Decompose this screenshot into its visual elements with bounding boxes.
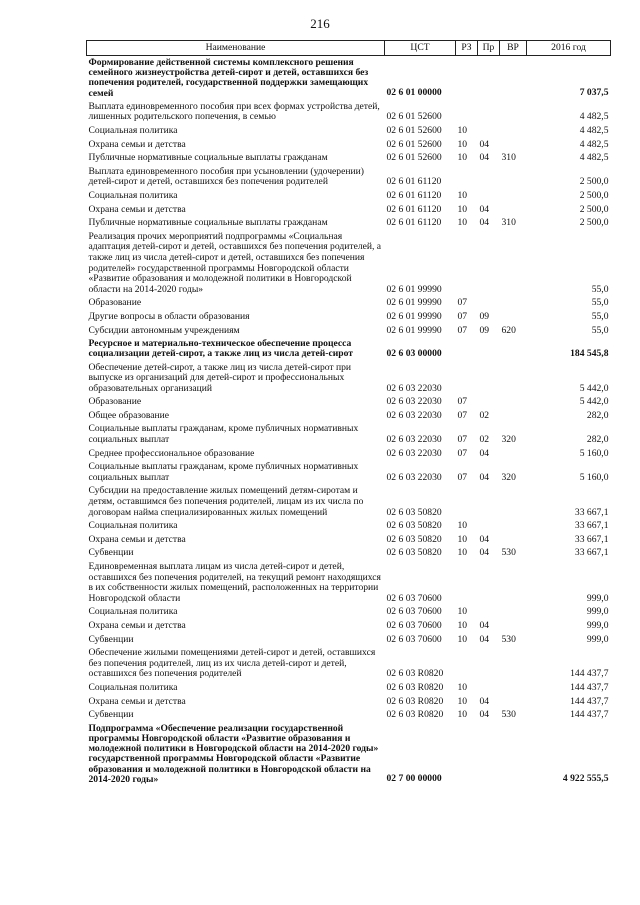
- table-header: [87, 41, 611, 56]
- header-row: [87, 41, 611, 56]
- table-row: [87, 619, 611, 633]
- cell-pr: [478, 484, 500, 519]
- cell-rz: [456, 361, 478, 396]
- cell-name: Охрана семьи и детства: [88, 533, 186, 545]
- cell-name: Среднее профессиональное образование: [88, 447, 255, 459]
- table-row: [87, 296, 611, 310]
- cell-rz: 07: [457, 297, 468, 309]
- cell-cst: 02 6 03 00000: [386, 347, 442, 359]
- cell-cst: 02 6 01 99990: [386, 310, 442, 322]
- cell-rz: 07: [457, 447, 468, 459]
- cell-name: Социальная политика: [88, 520, 178, 532]
- cell-pr: [478, 722, 500, 786]
- cell-vr: [500, 519, 527, 533]
- cell-cst: 02 6 01 99990: [386, 297, 442, 309]
- cell-name: Обеспечение жилыми помещениями детей-сирот и детей, оставшихся без попечения родителей, лиц из их числа детей-сирот и детей, оставшихся без попечения родителей: [88, 647, 376, 680]
- cell-rz: 10: [457, 533, 468, 545]
- cell-rz: 10: [457, 152, 468, 164]
- cell-name: Охрана семьи и детства: [88, 619, 186, 631]
- cell-pr: [478, 100, 500, 124]
- cell-pr: [478, 296, 500, 310]
- cell-cst: 02 6 01 61120: [386, 176, 442, 188]
- cell-rz: [456, 100, 478, 124]
- cell-sum: 282,0: [586, 409, 609, 421]
- cell-pr: [478, 361, 500, 396]
- cell-sum: 33 667,1: [574, 533, 609, 545]
- cell-cst: 02 6 03 22030: [386, 396, 442, 408]
- cell-vr: 620: [501, 324, 516, 336]
- cell-name: Субвенции: [88, 709, 134, 721]
- cell-pr: 04: [479, 471, 490, 483]
- cell-cst: 02 6 03 50820: [386, 506, 442, 518]
- cell-pr: 02: [479, 434, 490, 446]
- cell-vr: [500, 646, 527, 681]
- cell-pr: [478, 230, 500, 297]
- table-row: [87, 310, 611, 324]
- cell-pr: 04: [479, 695, 490, 707]
- cell-name: Другие вопросы в области образования: [88, 310, 250, 322]
- cell-sum: 7 037,5: [579, 87, 609, 99]
- cell-rz: [456, 646, 478, 681]
- table-row: [87, 361, 611, 396]
- header-rz: РЗ: [456, 41, 478, 56]
- cell-pr: 04: [479, 619, 490, 631]
- cell-vr: [500, 337, 527, 360]
- cell-vr: [500, 409, 527, 423]
- cell-sum: 144 437,7: [570, 681, 609, 693]
- cell-rz: 10: [457, 520, 468, 532]
- table-row: [87, 460, 611, 484]
- table-row: [87, 100, 611, 124]
- cell-pr: 04: [479, 633, 490, 645]
- cell-rz: 10: [457, 695, 468, 707]
- table-row: [87, 395, 611, 409]
- table-row: [87, 422, 611, 446]
- cell-pr: [478, 165, 500, 189]
- cell-vr: [500, 189, 527, 203]
- cell-name: Выплата единовременного пособия при усыновлении (удочерении) детей-сирот и детей, оставшихся без попечения родителей: [88, 165, 364, 188]
- table-row: [87, 646, 611, 681]
- cell-sum: 144 437,7: [570, 709, 609, 721]
- table-row: [87, 708, 611, 722]
- cell-pr: [478, 337, 500, 360]
- table-row: [87, 216, 611, 230]
- cell-cst: 02 6 01 52600: [386, 152, 442, 164]
- cell-vr: [500, 722, 527, 786]
- cell-vr: [500, 100, 527, 124]
- cell-name: Выплата единовременного пособия при всех формах устройства детей, лишенных родительского попечения, в семью: [88, 100, 380, 123]
- cell-rz: [456, 56, 478, 100]
- cell-vr: [500, 124, 527, 138]
- cell-sum: 55,0: [591, 297, 609, 309]
- cell-vr: [500, 230, 527, 297]
- cell-rz: 10: [457, 681, 468, 693]
- header-name: Наименование: [87, 41, 385, 56]
- cell-sum: 2 500,0: [579, 176, 609, 188]
- cell-pr: [478, 560, 500, 605]
- table-row: [87, 546, 611, 560]
- cell-vr: [500, 681, 527, 695]
- cell-pr: 04: [479, 547, 490, 559]
- cell-cst: 02 6 01 99990: [386, 324, 442, 336]
- cell-cst: 02 6 03 22030: [386, 471, 442, 483]
- cell-pr: [478, 189, 500, 203]
- cell-pr: [478, 646, 500, 681]
- budget-table: [86, 40, 611, 786]
- cell-vr: [500, 56, 527, 100]
- cell-rz: [456, 722, 478, 786]
- cell-rz: [456, 337, 478, 360]
- cell-vr: [500, 533, 527, 547]
- cell-rz: 07: [457, 409, 468, 421]
- cell-sum: 5 442,0: [579, 382, 609, 394]
- cell-name: Социальная политика: [88, 125, 178, 136]
- cell-vr: [500, 395, 527, 409]
- cell-rz: 10: [457, 547, 468, 559]
- cell-sum: 2 500,0: [579, 203, 609, 215]
- cell-pr: 04: [479, 217, 490, 229]
- cell-pr: 04: [479, 447, 490, 459]
- cell-sum: 2 500,0: [579, 217, 609, 229]
- cell-cst: 02 6 03 70600: [386, 633, 442, 645]
- cell-sum: 2 500,0: [579, 189, 609, 201]
- cell-name: Ресурсное и материально-техническое обеспечение процесса социализации детей-сирот, а также лиц из числа детей-сирот: [88, 338, 353, 360]
- cell-vr: [500, 605, 527, 619]
- cell-name: Формирование действенной системы комплексного решения семейного жизнеустройства детей-сирот и детей, оставшихся без попечения родителей, государственной поддержки замещающих семей: [88, 57, 369, 99]
- cell-name: Социальные выплаты гражданам, кроме публичных нормативных социальных выплат: [88, 461, 359, 483]
- cell-pr: [478, 519, 500, 533]
- cell-vr: 530: [501, 547, 516, 559]
- cell-rz: [456, 560, 478, 605]
- cell-cst: 02 6 01 61120: [386, 217, 442, 229]
- table-row: [87, 409, 611, 423]
- cell-rz: 10: [457, 619, 468, 631]
- cell-cst: 02 7 00 00000: [386, 773, 442, 785]
- table-row: [87, 138, 611, 152]
- cell-pr: [478, 605, 500, 619]
- table-row: [87, 533, 611, 547]
- cell-cst: 02 6 03 50820: [386, 533, 442, 545]
- table-row: [87, 230, 611, 297]
- cell-cst: 02 6 03 70600: [386, 619, 442, 631]
- cell-rz: 10: [457, 217, 468, 229]
- cell-cst: 02 6 03 22030: [386, 382, 442, 394]
- cell-pr: 09: [479, 310, 490, 322]
- cell-name: Социальная политика: [88, 189, 178, 201]
- cell-name: Социальные выплаты гражданам, кроме публичных нормативных социальных выплат: [88, 423, 359, 446]
- cell-pr: [478, 56, 500, 100]
- cell-sum: 999,0: [586, 592, 609, 604]
- cell-name: Охрана семьи и детства: [88, 203, 186, 215]
- cell-name: Субсидии на предоставление жилых помещений детям-сиротам и детям, оставшимся без попечения родителей, лицам из их числа по договорам найма специализированных жилых помещений: [88, 485, 364, 518]
- cell-sum: 5 442,0: [579, 396, 609, 408]
- cell-cst: 02 6 03 R0820: [386, 695, 444, 707]
- cell-vr: 530: [501, 709, 516, 721]
- cell-pr: 04: [479, 533, 490, 545]
- cell-name: Обеспечение детей-сирот, а также лиц из числа детей-сирот при выпуске из организаций для детей-сирот и профессиональных образовательных организаций: [88, 361, 352, 394]
- cell-rz: 07: [457, 310, 468, 322]
- cell-pr: 04: [479, 203, 490, 215]
- cell-cst: 02 6 01 52600: [386, 111, 442, 123]
- cell-name: Подпрограмма «Обеспечение реализации государственной программы Новгородской области «Развитие образования и молодежной политики в Новгородской области на 2014-2020 годы» государственной программы Новгородской области «Развитие образования и молодежной политики в Новгородской области на 2014-2020 годы»: [88, 722, 379, 785]
- cell-sum: 4 922 555,5: [562, 773, 609, 785]
- cell-sum: 4 482,5: [579, 111, 609, 123]
- cell-sum: 55,0: [591, 310, 609, 322]
- cell-vr: [500, 203, 527, 217]
- cell-cst: 02 6 01 61120: [386, 203, 442, 215]
- table-row: [87, 605, 611, 619]
- cell-pr: 04: [479, 138, 490, 150]
- cell-vr: [500, 560, 527, 605]
- cell-cst: 02 6 03 22030: [386, 409, 442, 421]
- header-cst: ЦСТ: [385, 41, 456, 56]
- cell-vr: [500, 695, 527, 709]
- cell-rz: 07: [457, 324, 468, 336]
- cell-cst: 02 6 01 52600: [386, 138, 442, 150]
- cell-pr: 09: [479, 324, 490, 336]
- table-row: [87, 203, 611, 217]
- cell-pr: 04: [479, 709, 490, 721]
- cell-pr: [478, 395, 500, 409]
- cell-rz: 10: [457, 138, 468, 150]
- cell-rz: 07: [457, 396, 468, 408]
- cell-vr: [500, 619, 527, 633]
- cell-rz: [456, 230, 478, 297]
- cell-name: Единовременная выплата лицам из числа детей-сирот и детей, оставшихся без попечения родителей, на текущий ремонт находящихся в их собственности жилых помещений, расположенных на территории Новгородской области: [88, 561, 381, 604]
- cell-rz: 10: [457, 633, 468, 645]
- cell-rz: [456, 484, 478, 519]
- cell-vr: [500, 484, 527, 519]
- table-row: [87, 189, 611, 203]
- cell-sum: 144 437,7: [570, 668, 609, 680]
- cell-sum: 999,0: [586, 606, 609, 618]
- cell-cst: 02 6 01 99990: [386, 283, 442, 295]
- table-row: [87, 124, 611, 138]
- header-sum: 2016 год: [527, 41, 611, 56]
- page-number: 216: [310, 16, 330, 31]
- cell-rz: 10: [457, 203, 468, 215]
- table-row: [87, 484, 611, 519]
- cell-sum: 5 160,0: [579, 447, 609, 459]
- cell-cst: 02 6 03 70600: [386, 592, 442, 604]
- cell-vr: [500, 310, 527, 324]
- cell-vr: 320: [501, 434, 516, 446]
- cell-cst: 02 6 03 R0820: [386, 681, 444, 693]
- cell-vr: [500, 138, 527, 152]
- cell-cst: 02 6 03 22030: [386, 447, 442, 459]
- cell-pr: 02: [479, 409, 490, 421]
- cell-name: Субвенции: [88, 633, 134, 645]
- cell-cst: 02 6 03 70600: [386, 606, 442, 618]
- cell-sum: 282,0: [586, 434, 609, 446]
- cell-rz: 07: [457, 434, 468, 446]
- cell-cst: 02 6 01 52600: [386, 125, 442, 136]
- cell-vr: 530: [501, 633, 516, 645]
- cell-sum: 4 482,5: [579, 138, 609, 150]
- cell-sum: 184 545,8: [570, 347, 609, 359]
- cell-name: Образование: [88, 297, 142, 309]
- cell-sum: 999,0: [586, 619, 609, 631]
- table-row: [87, 560, 611, 605]
- cell-cst: 02 6 01 61120: [386, 189, 442, 201]
- cell-name: Социальная политика: [88, 681, 178, 693]
- cell-rz: 10: [457, 125, 468, 136]
- cell-sum: 33 667,1: [574, 547, 609, 559]
- cell-name: Публичные нормативные социальные выплаты гражданам: [88, 217, 328, 229]
- table-body: [87, 56, 611, 786]
- cell-cst: 02 6 03 50820: [386, 520, 442, 532]
- cell-sum: 5 160,0: [579, 471, 609, 483]
- cell-vr: [500, 447, 527, 461]
- cell-vr: 310: [501, 217, 516, 229]
- table-row: [87, 447, 611, 461]
- cell-rz: 10: [457, 709, 468, 721]
- cell-sum: 144 437,7: [570, 695, 609, 707]
- cell-name: Охрана семьи и детства: [88, 695, 186, 707]
- cell-vr: 310: [501, 152, 516, 164]
- cell-rz: 10: [457, 606, 468, 618]
- cell-name: Социальная политика: [88, 606, 178, 618]
- section-row: [87, 337, 611, 360]
- cell-cst: 02 6 03 22030: [386, 434, 442, 446]
- cell-pr: [478, 681, 500, 695]
- cell-name: Публичные нормативные социальные выплаты гражданам: [88, 152, 328, 164]
- section-row: [87, 722, 611, 786]
- cell-name: Реализация прочих мероприятий подпрограммы «Социальная адаптация детей-сирот и детей, оставшихся без попечения родителей, а также лиц из числа детей-сирот и детей, оставшихся без попечения родителей» государственной программы Новгородской области «Развитие образования и молодежной политики в Новгородской области на 2014-2020 годы»: [88, 230, 382, 295]
- cell-sum: 4 482,5: [579, 125, 609, 136]
- cell-cst: 02 6 01 00000: [386, 87, 442, 99]
- header-vr: ВР: [500, 41, 527, 56]
- cell-vr: [500, 165, 527, 189]
- cell-sum: 4 482,5: [579, 152, 609, 164]
- cell-sum: 33 667,1: [574, 506, 609, 518]
- cell-rz: 10: [457, 189, 468, 201]
- header-pr: Пр: [478, 41, 500, 56]
- table-row: [87, 695, 611, 709]
- cell-pr: 04: [479, 152, 490, 164]
- cell-name: Общее образование: [88, 409, 170, 421]
- table-row: [87, 633, 611, 647]
- cell-cst: 02 6 03 R0820: [386, 709, 444, 721]
- table-row: [87, 151, 611, 165]
- cell-pr: [478, 124, 500, 138]
- cell-sum: 999,0: [586, 633, 609, 645]
- cell-cst: 02 6 03 R0820: [386, 668, 444, 680]
- table-row: [87, 324, 611, 338]
- table-row: [87, 519, 611, 533]
- cell-name: Образование: [88, 396, 142, 408]
- cell-cst: 02 6 03 50820: [386, 547, 442, 559]
- table-row: [87, 165, 611, 189]
- cell-sum: 33 667,1: [574, 520, 609, 532]
- cell-rz: [456, 165, 478, 189]
- cell-sum: 55,0: [591, 283, 609, 295]
- cell-name: Субсидии автономным учреждениям: [88, 324, 240, 336]
- cell-vr: 320: [501, 471, 516, 483]
- table-row: [87, 681, 611, 695]
- cell-vr: [500, 361, 527, 396]
- section-row: [87, 56, 611, 100]
- cell-vr: [500, 296, 527, 310]
- cell-rz: 07: [457, 471, 468, 483]
- cell-name: Субвенции: [88, 547, 134, 559]
- cell-sum: 55,0: [591, 324, 609, 336]
- cell-name: Охрана семьи и детства: [88, 138, 186, 150]
